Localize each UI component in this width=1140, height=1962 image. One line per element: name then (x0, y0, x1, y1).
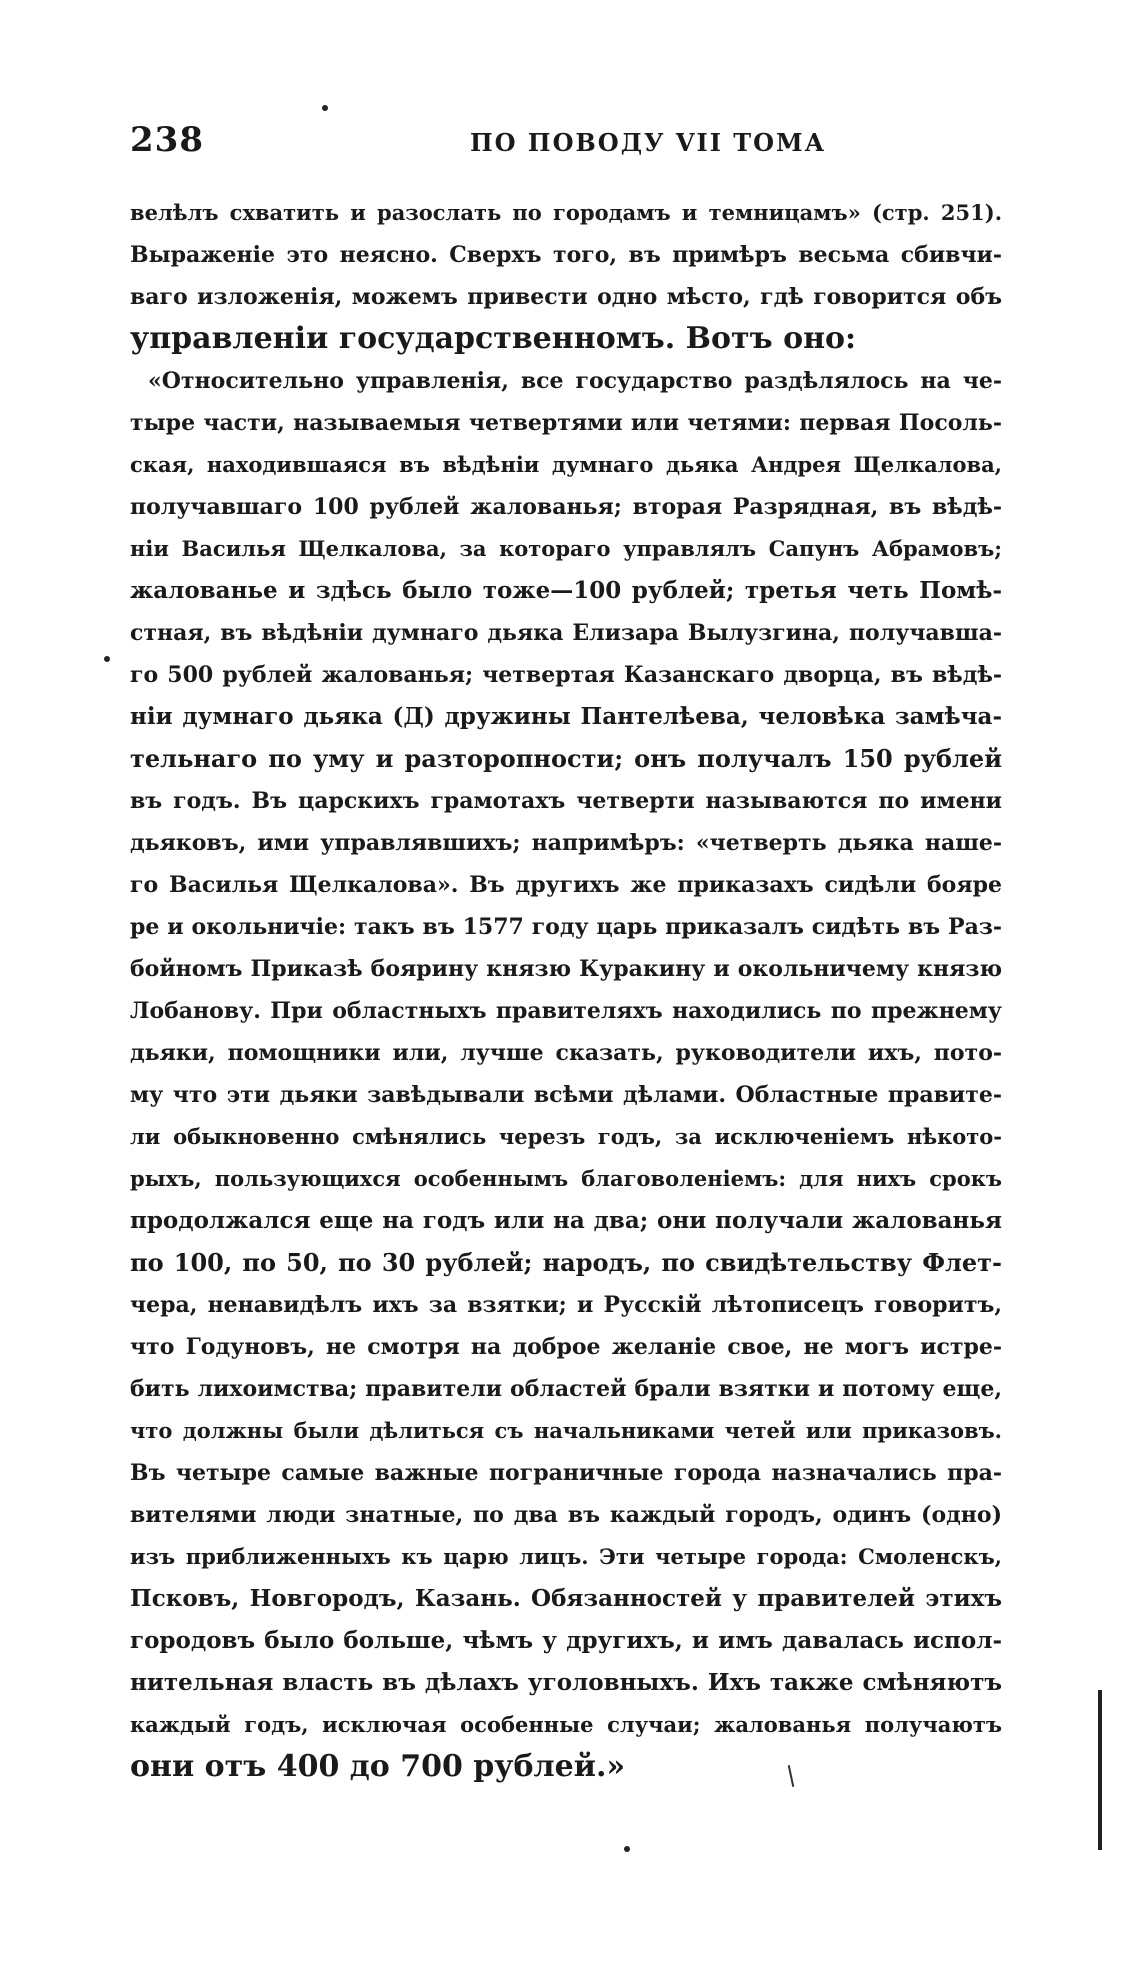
text-line: велѣлъ схватить и разослать по городамъ и темницамъ» (стр. 251). (130, 200, 1002, 225)
text-line: продолжался еще на годъ или на два; они получали жалованья (130, 1207, 1002, 1234)
text-line: ваго изложенія, можемъ привести одно мѣсто, гдѣ говорится объ (130, 284, 1002, 310)
text-line: Лобанову. При областныхъ правителяхъ находились по прежнему (130, 998, 1002, 1024)
text-line: ніи думнаго дьяка (Д) дружины Пантелѣева, человѣка замѣча- (130, 703, 1002, 730)
text-line: городовъ было больше, чѣмъ у другихъ, и имъ давалась испол- (130, 1627, 1002, 1654)
ink-speck (624, 1846, 630, 1852)
text-line: каждый годъ, исключая особенные случаи; жалованья получаютъ (130, 1712, 1002, 1737)
ink-speck (104, 656, 110, 662)
text-line: го 500 рублей жалованья; четвертая Казанскаго дворца, въ вѣдѣ- (130, 662, 1002, 688)
text-line: тыре части, называемыя четвертями или четями: первая Посоль- (130, 410, 1002, 436)
text-line: они отъ 400 до 700 рублей.» (130, 1749, 626, 1784)
page-number: 238 (130, 120, 204, 160)
text-line: Выраженіе это неясно. Сверхъ того, въ примѣръ весьма сбивчи- (130, 242, 1002, 268)
text-line: чера, ненавидѣлъ ихъ за взятки; и Русскій лѣтописецъ говоритъ, (130, 1292, 1002, 1318)
binding-edge-rule (1098, 1690, 1102, 1850)
ink-speck (322, 105, 328, 111)
body-text (130, 192, 1002, 1788)
text-line: по 100, по 50, по 30 рублей; народъ, по свидѣтельству Флет- (130, 1248, 1002, 1277)
text-line: «Относительно управленія, все государство раздѣлялось на че- (148, 368, 1002, 394)
text-line: что Годуновъ, не смотря на доброе желаніе свое, не могъ истре- (130, 1334, 1002, 1360)
text-line: бить лихоимства; правители областей брали взятки и потому еще, (130, 1376, 1002, 1402)
text-line: изъ приближенныхъ къ царю лицъ. Эти четыре города: Смоленскъ, (130, 1544, 1002, 1569)
text-line: что должны были дѣлиться съ начальниками четей или приказовъ. (130, 1418, 1002, 1443)
text-line: въ годъ. Въ царскихъ грамотахъ четверти называются по имени (130, 788, 1002, 814)
text-line: получавшаго 100 рублей жалованья; вторая Разрядная, въ вѣдѣ- (130, 494, 1002, 520)
text-line: ре и окольничіе: такъ въ 1577 году царь приказалъ сидѣть въ Раз- (130, 914, 1002, 940)
text-line: го Василья Щелкалова». Въ другихъ же приказахъ сидѣли бояре (130, 872, 1002, 898)
running-title: ПО ПОВОДУ VII ТОМА (470, 128, 827, 157)
text-line: Въ четыре самые важные пограничные города назначались пра- (130, 1460, 1002, 1486)
text-line: стная, въ вѣдѣніи думнаго дьяка Елизара Вылузгина, получавша- (130, 620, 1002, 646)
page-header (130, 120, 990, 170)
text-line: Псковъ, Новгородъ, Казань. Обязанностей у правителей этихъ (130, 1585, 1002, 1612)
text-line: ли обыкновенно смѣнялись черезъ годъ, за исключеніемъ нѣкото- (130, 1124, 1002, 1149)
text-line: вителями люди знатные, по два въ каждый городъ, одинъ (одно) (130, 1502, 1002, 1528)
text-line: бойномъ Приказѣ боярину князю Куракину и окольничему князю (130, 956, 1002, 982)
text-line: жалованье и здѣсь было тоже—100 рублей; третья четь Помѣ- (130, 577, 1002, 604)
text-line: нительная власть въ дѣлахъ уголовныхъ. Ихъ также смѣняютъ (130, 1669, 1002, 1696)
text-line: тельнаго по уму и разторопности; онъ получалъ 150 рублей (130, 744, 1002, 773)
text-line: управленіи государственномъ. Вотъ оно: (130, 321, 857, 356)
text-line: дьяки, помощники или, лучше сказать, руководители ихъ, пото- (130, 1040, 1002, 1066)
text-line: рыхъ, пользующихся особеннымъ благоволеніемъ: для нихъ срокъ (130, 1166, 1002, 1191)
text-line: ніи Василья Щелкалова, за котораго управлялъ Сапунъ Абрамовъ; (130, 536, 1002, 561)
text-line: дьяковъ, ими управлявшихъ; напримѣръ: «четверть дьяка наше- (130, 830, 1002, 856)
text-line: ская, находившаяся въ вѣдѣніи думнаго дьяка Андрея Щелкалова, (130, 452, 1002, 477)
text-line: му что эти дьяки завѣдывали всѣми дѣлами. Областные правите- (130, 1082, 1002, 1108)
